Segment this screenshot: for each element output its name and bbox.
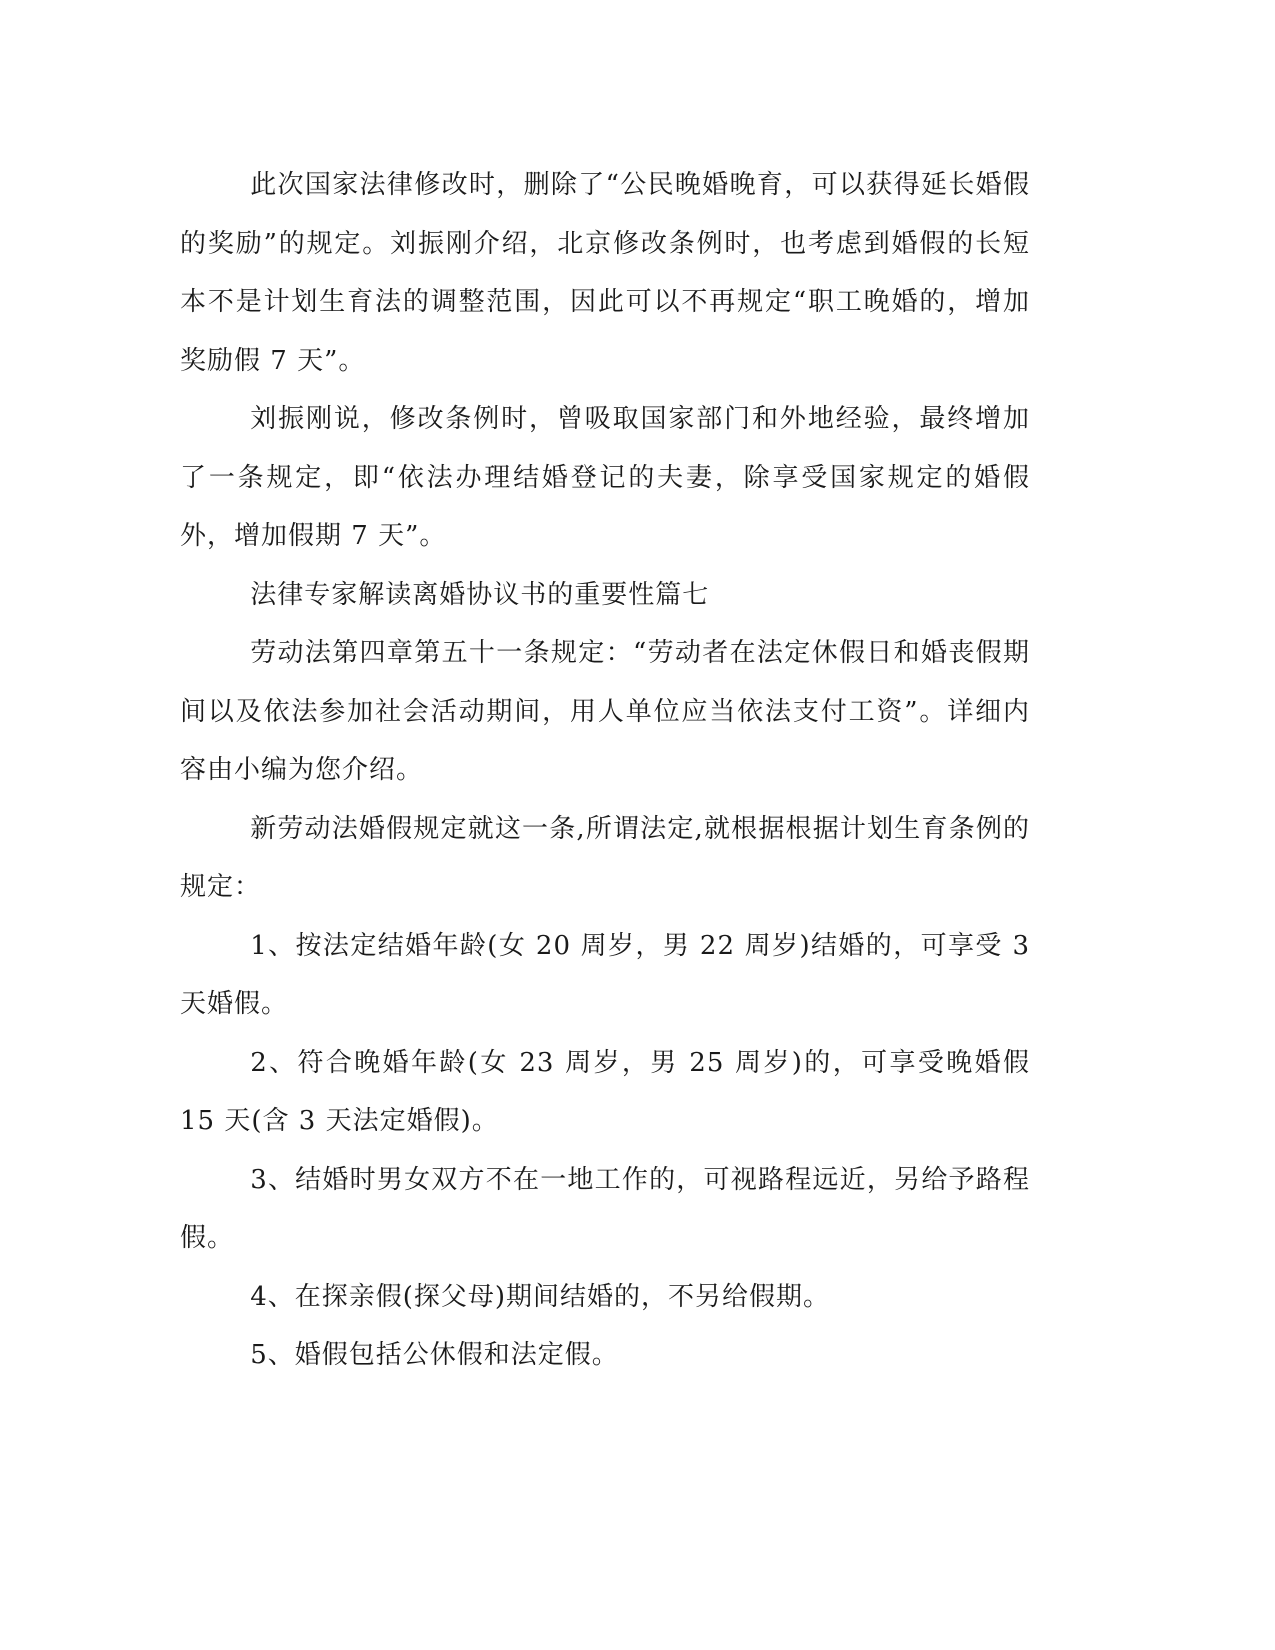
paragraph-2: 刘振刚说，修改条例时，曾吸取国家部门和外地经验，最终增加了一条规定，即“依法办理结婚登记的夫妻，除享受国家规定的婚假外，增加假期 7 天”。 xyxy=(180,404,1030,551)
list-item-5: 5、婚假包括公休假和法定假。 xyxy=(250,1340,619,1370)
list-item-4: 4、在探亲假(探父母)期间结婚的，不另给假期。 xyxy=(250,1281,831,1312)
section-heading: 法律专家解读离婚协议书的重要性篇七 xyxy=(250,579,710,610)
paragraph-3: 劳动法第四章第五十一条规定：“劳动者在法定休假日和婚丧假期间以及依法参加社会活动期间，用人单位应当依法支付工资”。详细内容由小编为您介绍。 xyxy=(180,638,1030,785)
paragraph-4: 新劳动法婚假规定就这一条,所谓法定,就根据根据计划生育条例的规定： xyxy=(180,813,1030,902)
list-item-2: 2、符合晚婚年龄(女 23 周岁，男 25 周岁)的，可享受晚婚假 15 天(含 3 天法定婚假)。 xyxy=(180,1047,1030,1136)
list-item-1: 1、按法定结婚年龄(女 20 周岁，男 22 周岁)结婚的，可享受 3 天婚假。 xyxy=(180,930,1030,1019)
list-item-3: 3、结婚时男女双方不在一地工作的，可视路程远近，另给予路程假。 xyxy=(180,1164,1030,1253)
document-body xyxy=(180,156,1030,1385)
paragraph-1: 此次国家法律修改时，删除了“公民晚婚晚育，可以获得延长婚假的奖励”的规定。刘振刚介绍，北京修改条例时，也考虑到婚假的长短本不是计划生育法的调整范围，因此可以不再规定“职工晚婚的，增加奖励假 7 天”。 xyxy=(180,170,1030,376)
